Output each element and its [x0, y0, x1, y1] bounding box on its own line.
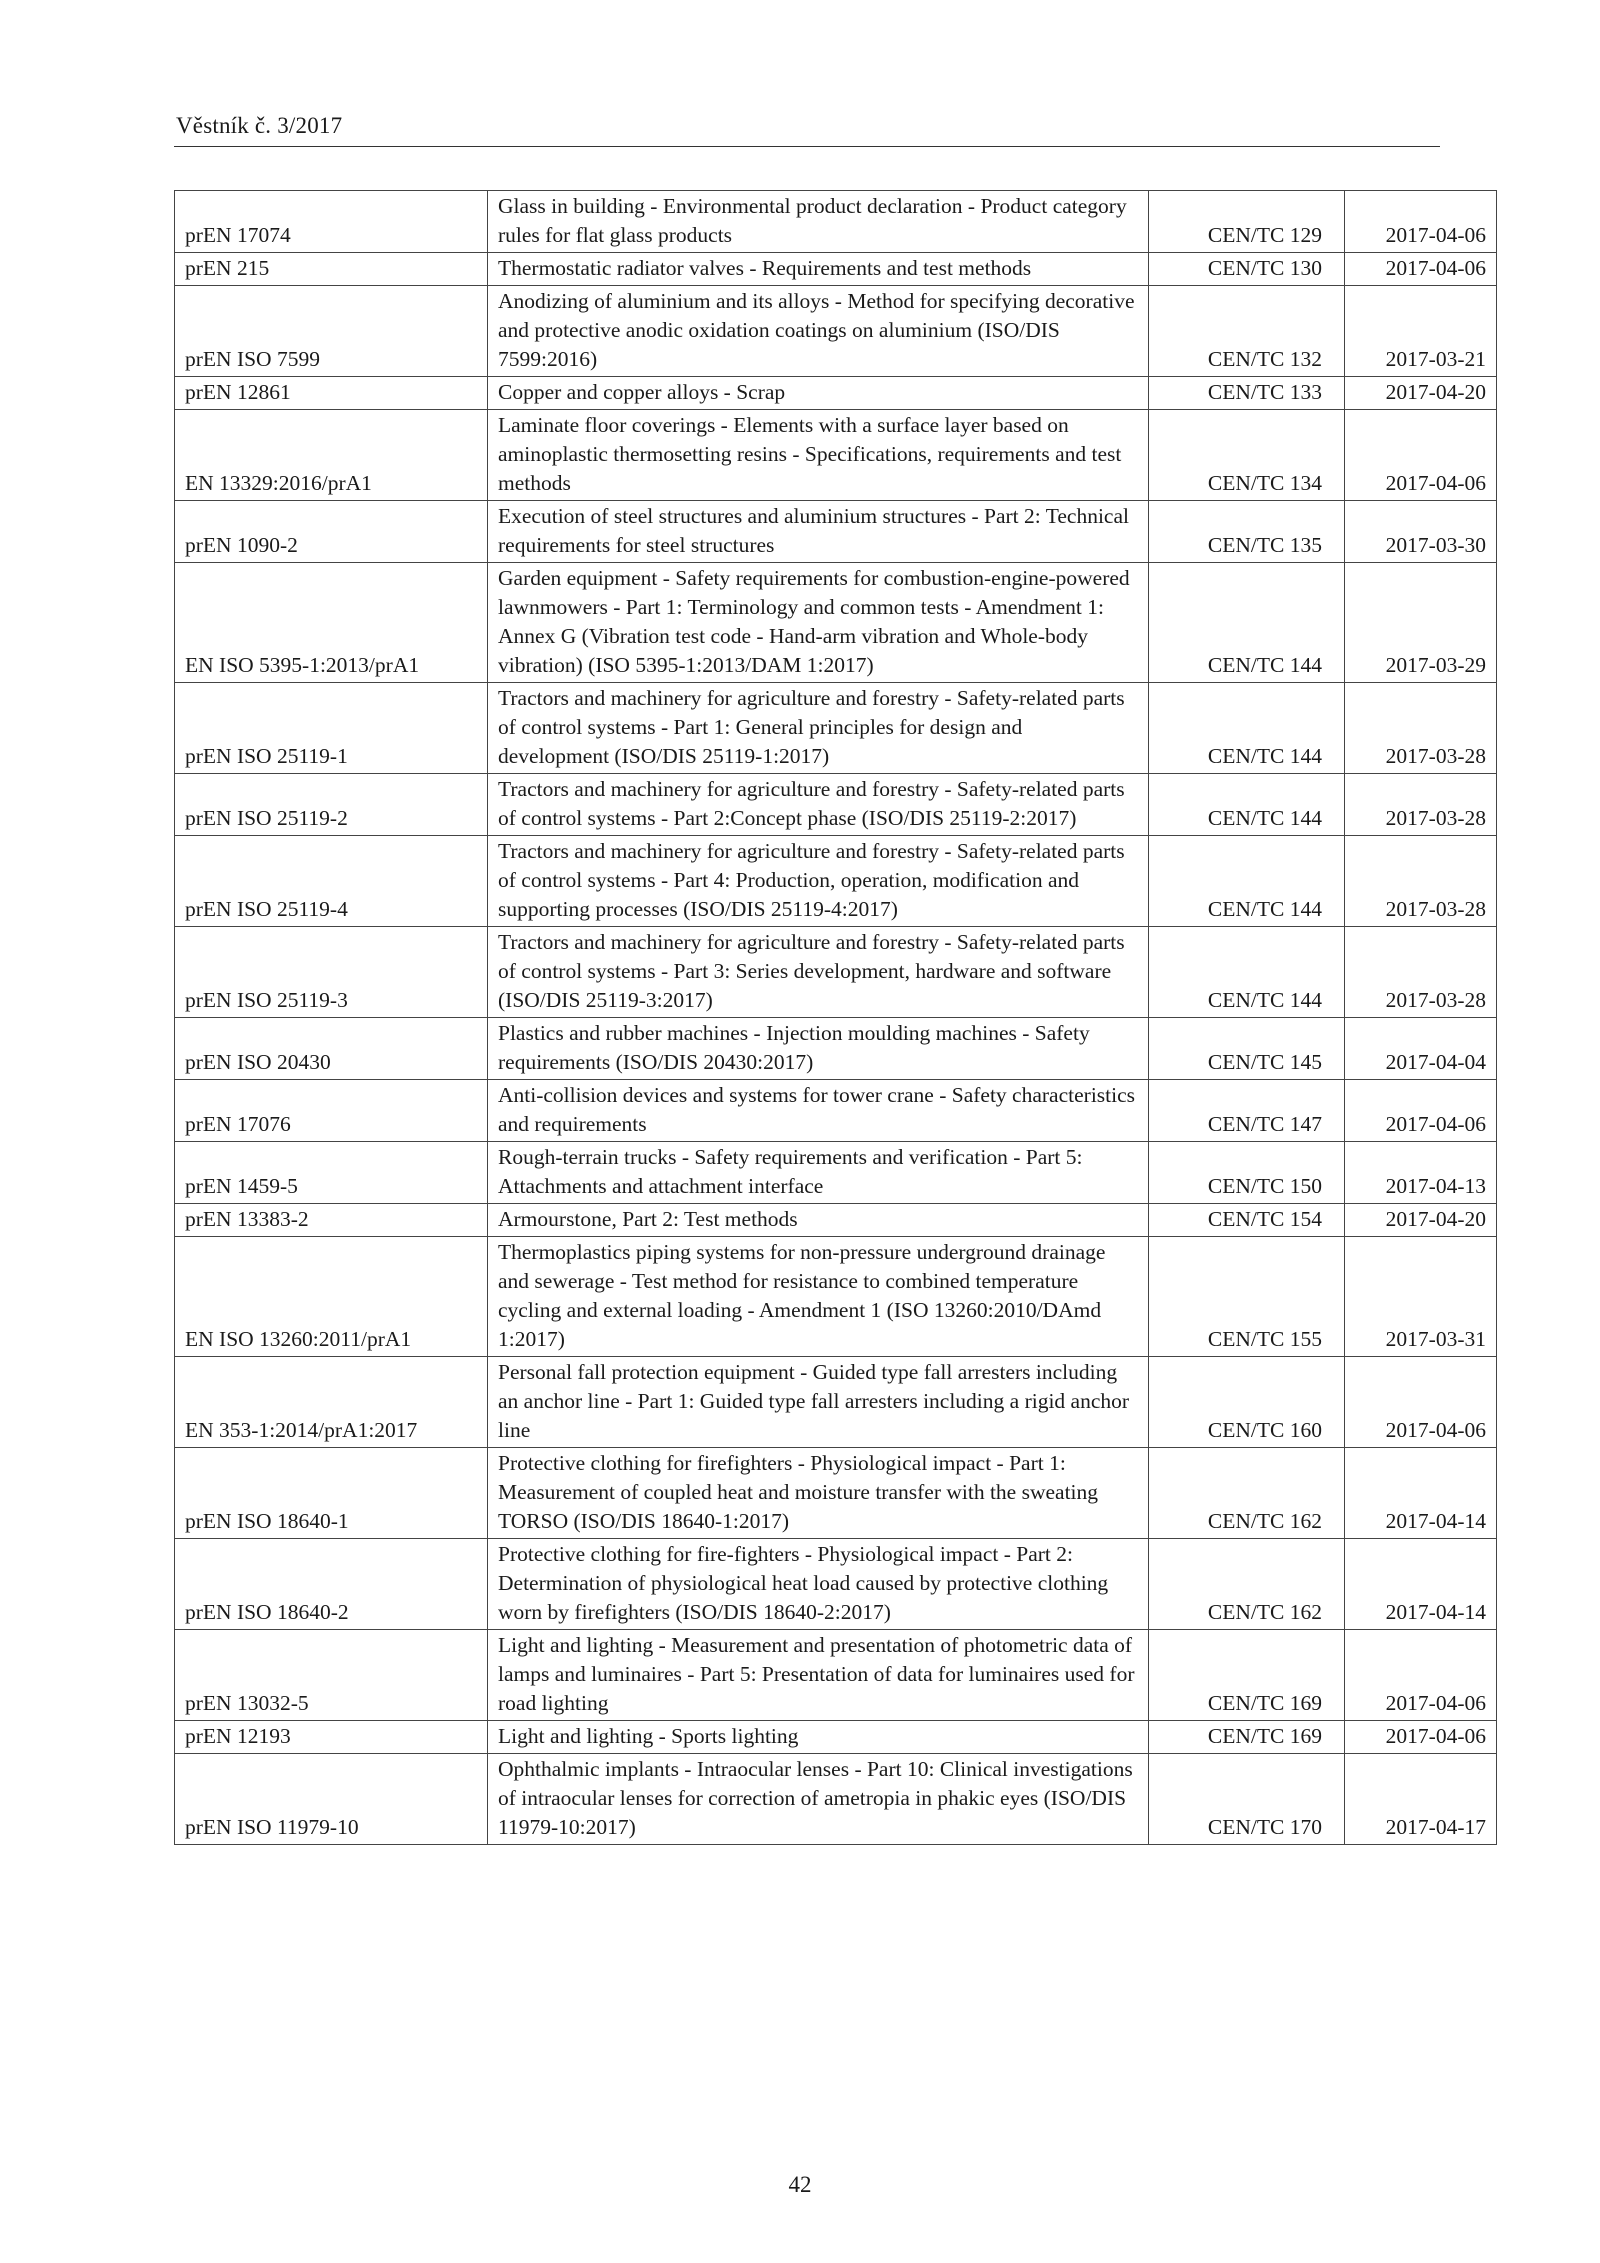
standard-title-cell: Light and lighting - Measurement and presentation of photometric data of lamps and luminaires - Part 5: Presentation of data for luminaires used for road lighting	[488, 1630, 1149, 1721]
standard-code-cell: prEN ISO 25119-3	[175, 927, 488, 1018]
standard-code-cell: prEN ISO 25119-4	[175, 836, 488, 927]
table-row	[175, 501, 1497, 563]
technical-committee-cell: CEN/TC 144	[1149, 683, 1345, 774]
technical-committee-cell: CEN/TC 144	[1149, 836, 1345, 927]
standard-title-cell: Tractors and machinery for agriculture and forestry - Safety-related parts of control systems - Part 4: Production, operation, modification and supporting processes (ISO/DIS 25119-4:2017)	[488, 836, 1149, 927]
standard-code-cell: prEN 17076	[175, 1080, 488, 1142]
technical-committee-cell: CEN/TC 147	[1149, 1080, 1345, 1142]
deadline-date-cell: 2017-04-17	[1345, 1754, 1497, 1845]
standard-title-cell: Thermoplastics piping systems for non-pressure underground drainage and sewerage - Test method for resistance to combined temperature cycling and external loading - Amendment 1 (ISO 13260:2010/DAmd 1:2017)	[488, 1237, 1149, 1357]
technical-committee-cell: CEN/TC 129	[1149, 191, 1345, 253]
table-row	[175, 927, 1497, 1018]
technical-committee-cell: CEN/TC 150	[1149, 1142, 1345, 1204]
standard-title-cell: Armourstone, Part 2: Test methods	[488, 1204, 1149, 1237]
standard-code-cell: prEN ISO 7599	[175, 286, 488, 377]
technical-committee-cell: CEN/TC 134	[1149, 410, 1345, 501]
deadline-date-cell: 2017-04-06	[1345, 1630, 1497, 1721]
deadline-date-cell: 2017-04-06	[1345, 1721, 1497, 1754]
standard-title-cell: Execution of steel structures and aluminium structures - Part 2: Technical requirements for steel structures	[488, 501, 1149, 563]
standard-code-cell: EN ISO 5395-1:2013/prA1	[175, 563, 488, 683]
standard-code-cell: prEN 13383-2	[175, 1204, 488, 1237]
deadline-date-cell: 2017-03-28	[1345, 927, 1497, 1018]
technical-committee-cell: CEN/TC 162	[1149, 1539, 1345, 1630]
deadline-date-cell: 2017-04-06	[1345, 191, 1497, 253]
standard-title-cell: Rough-terrain trucks - Safety requirements and verification - Part 5: Attachments and attachment interface	[488, 1142, 1149, 1204]
standards-table-body	[175, 191, 1497, 1845]
standard-code-cell: prEN 12193	[175, 1721, 488, 1754]
standard-code-cell: EN 13329:2016/prA1	[175, 410, 488, 501]
table-row	[175, 377, 1497, 410]
deadline-date-cell: 2017-04-20	[1345, 377, 1497, 410]
standard-title-cell: Personal fall protection equipment - Guided type fall arresters including an anchor line - Part 1: Guided type fall arresters including a rigid anchor line	[488, 1357, 1149, 1448]
technical-committee-cell: CEN/TC 154	[1149, 1204, 1345, 1237]
standard-title-cell: Tractors and machinery for agriculture and forestry - Safety-related parts of control systems - Part 3: Series development, hardware and software (ISO/DIS 25119-3:2017)	[488, 927, 1149, 1018]
standard-code-cell: prEN 12861	[175, 377, 488, 410]
technical-committee-cell: CEN/TC 162	[1149, 1448, 1345, 1539]
table-row	[175, 1142, 1497, 1204]
standard-code-cell: prEN 13032-5	[175, 1630, 488, 1721]
table-row	[175, 1448, 1497, 1539]
standard-title-cell: Laminate floor coverings - Elements with a surface layer based on aminoplastic thermosetting resins - Specifications, requirements and test methods	[488, 410, 1149, 501]
standard-code-cell: prEN 17074	[175, 191, 488, 253]
standard-title-cell: Garden equipment - Safety requirements for combustion-engine-powered lawnmowers - Part 1: Terminology and common tests - Amendment 1: Annex G (Vibration test code - Hand-arm vibration and Whole-body vibration) (ISO 5395-1:2013/DAM 1:2017)	[488, 563, 1149, 683]
technical-committee-cell: CEN/TC 160	[1149, 1357, 1345, 1448]
table-row	[175, 1721, 1497, 1754]
standard-title-cell: Anti-collision devices and systems for tower crane - Safety characteristics and requirements	[488, 1080, 1149, 1142]
deadline-date-cell: 2017-04-14	[1345, 1448, 1497, 1539]
table-row	[175, 563, 1497, 683]
technical-committee-cell: CEN/TC 169	[1149, 1721, 1345, 1754]
table-row	[175, 1539, 1497, 1630]
standard-code-cell: EN ISO 13260:2011/prA1	[175, 1237, 488, 1357]
table-row	[175, 410, 1497, 501]
deadline-date-cell: 2017-04-20	[1345, 1204, 1497, 1237]
deadline-date-cell: 2017-03-30	[1345, 501, 1497, 563]
standard-code-cell: prEN 1090-2	[175, 501, 488, 563]
deadline-date-cell: 2017-04-06	[1345, 253, 1497, 286]
deadline-date-cell: 2017-04-13	[1345, 1142, 1497, 1204]
standard-code-cell: prEN ISO 11979-10	[175, 1754, 488, 1845]
table-row	[175, 191, 1497, 253]
standard-title-cell: Glass in building - Environmental product declaration - Product category rules for flat glass products	[488, 191, 1149, 253]
table-row	[175, 1630, 1497, 1721]
journal-title: Věstník č. 3/2017	[176, 113, 343, 138]
technical-committee-cell: CEN/TC 144	[1149, 563, 1345, 683]
technical-committee-cell: CEN/TC 132	[1149, 286, 1345, 377]
table-row	[175, 1237, 1497, 1357]
technical-committee-cell: CEN/TC 169	[1149, 1630, 1345, 1721]
table-row	[175, 774, 1497, 836]
table-row	[175, 1754, 1497, 1845]
deadline-date-cell: 2017-03-21	[1345, 286, 1497, 377]
table-row	[175, 1204, 1497, 1237]
standard-code-cell: EN 353-1:2014/prA1:2017	[175, 1357, 488, 1448]
technical-committee-cell: CEN/TC 145	[1149, 1018, 1345, 1080]
deadline-date-cell: 2017-04-06	[1345, 410, 1497, 501]
deadline-date-cell: 2017-03-31	[1345, 1237, 1497, 1357]
standard-code-cell: prEN ISO 20430	[175, 1018, 488, 1080]
standard-title-cell: Tractors and machinery for agriculture and forestry - Safety-related parts of control systems - Part 1: General principles for design and development (ISO/DIS 25119-1:2017)	[488, 683, 1149, 774]
technical-committee-cell: CEN/TC 144	[1149, 927, 1345, 1018]
table-row	[175, 286, 1497, 377]
standard-code-cell: prEN ISO 18640-2	[175, 1539, 488, 1630]
standard-title-cell: Protective clothing for fire-fighters - Physiological impact - Part 2: Determination of physiological heat load caused by protective clothing worn by firefighters (ISO/DIS 18640-2:2017)	[488, 1539, 1149, 1630]
table-row	[175, 1018, 1497, 1080]
table-row	[175, 1357, 1497, 1448]
deadline-date-cell: 2017-04-06	[1345, 1357, 1497, 1448]
page-header	[174, 113, 1440, 147]
deadline-date-cell: 2017-03-28	[1345, 836, 1497, 927]
standard-title-cell: Tractors and machinery for agriculture and forestry - Safety-related parts of control systems - Part 2:Concept phase (ISO/DIS 25119-2:2017)	[488, 774, 1149, 836]
standard-title-cell: Plastics and rubber machines - Injection moulding machines - Safety requirements (ISO/DIS 20430:2017)	[488, 1018, 1149, 1080]
deadline-date-cell: 2017-04-14	[1345, 1539, 1497, 1630]
deadline-date-cell: 2017-03-28	[1345, 774, 1497, 836]
table-row	[175, 683, 1497, 774]
standards-table	[174, 190, 1497, 1845]
standard-code-cell: prEN ISO 18640-1	[175, 1448, 488, 1539]
standard-title-cell: Light and lighting - Sports lighting	[488, 1721, 1149, 1754]
standard-code-cell: prEN 1459-5	[175, 1142, 488, 1204]
standard-code-cell: prEN 215	[175, 253, 488, 286]
standard-title-cell: Protective clothing for firefighters - Physiological impact - Part 1: Measurement of coupled heat and moisture transfer with the sweating TORSO (ISO/DIS 18640-1:2017)	[488, 1448, 1149, 1539]
table-row	[175, 253, 1497, 286]
deadline-date-cell: 2017-03-28	[1345, 683, 1497, 774]
technical-committee-cell: CEN/TC 133	[1149, 377, 1345, 410]
page-number: 42	[788, 2172, 812, 2197]
table-row	[175, 1080, 1497, 1142]
standard-code-cell: prEN ISO 25119-1	[175, 683, 488, 774]
standard-code-cell: prEN ISO 25119-2	[175, 774, 488, 836]
standard-title-cell: Anodizing of aluminium and its alloys - Method for specifying decorative and protective anodic oxidation coatings on aluminium (ISO/DIS 7599:2016)	[488, 286, 1149, 377]
deadline-date-cell: 2017-03-29	[1345, 563, 1497, 683]
deadline-date-cell: 2017-04-06	[1345, 1080, 1497, 1142]
table-row	[175, 836, 1497, 927]
technical-committee-cell: CEN/TC 130	[1149, 253, 1345, 286]
technical-committee-cell: CEN/TC 170	[1149, 1754, 1345, 1845]
technical-committee-cell: CEN/TC 135	[1149, 501, 1345, 563]
technical-committee-cell: CEN/TC 155	[1149, 1237, 1345, 1357]
deadline-date-cell: 2017-04-04	[1345, 1018, 1497, 1080]
standard-title-cell: Ophthalmic implants - Intraocular lenses - Part 10: Clinical investigations of intraocular lenses for correction of ametropia in phakic eyes (ISO/DIS 11979-10:2017)	[488, 1754, 1149, 1845]
standard-title-cell: Thermostatic radiator valves - Requirements and test methods	[488, 253, 1149, 286]
technical-committee-cell: CEN/TC 144	[1149, 774, 1345, 836]
standard-title-cell: Copper and copper alloys - Scrap	[488, 377, 1149, 410]
